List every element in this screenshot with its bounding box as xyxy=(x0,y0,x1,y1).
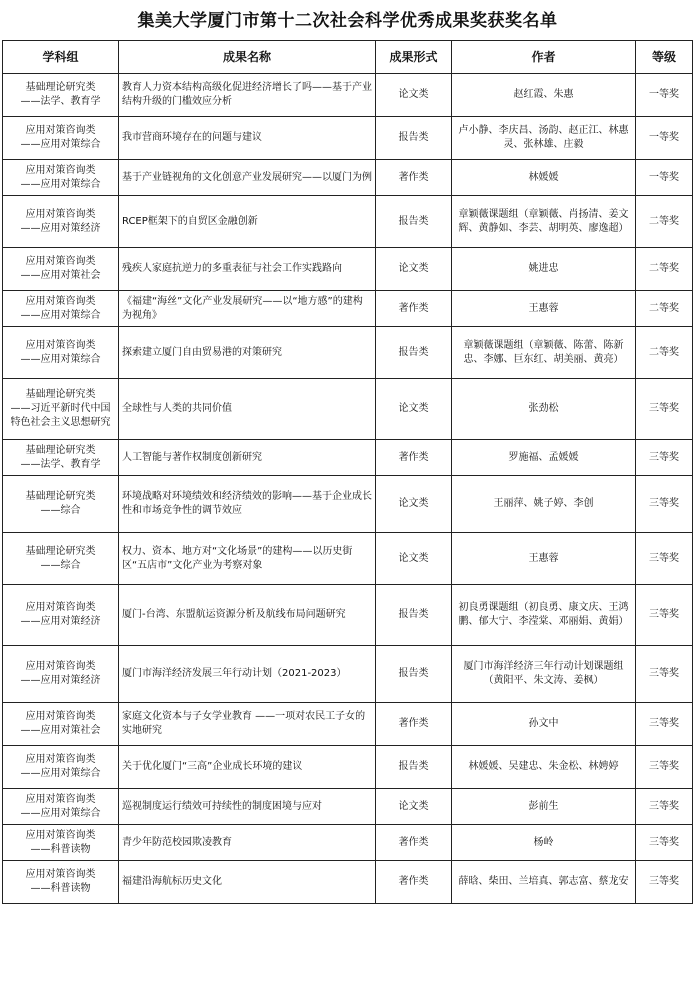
cell-form: 报告类 xyxy=(376,327,452,379)
header-grade: 等级 xyxy=(636,41,693,74)
category-group: 应用对策咨询类 xyxy=(25,793,96,805)
category-subgroup: ——应用对策综合 xyxy=(20,309,101,321)
cell-grade: 一等奖 xyxy=(636,74,693,117)
cell-work-title: 厦门-台湾、东盟航运资源分析及航线布局问题研究 xyxy=(119,585,376,646)
cell-category xyxy=(3,646,119,703)
cell-category xyxy=(3,825,119,861)
cell-author: 赵红霞、朱惠 xyxy=(452,74,636,117)
cell-work-title: 青少年防范校园欺凌教育 xyxy=(119,825,376,861)
cell-form: 著作类 xyxy=(376,825,452,861)
cell-author: 王惠蓉 xyxy=(452,291,636,327)
table-row xyxy=(3,291,693,327)
cell-category xyxy=(3,533,119,585)
cell-grade: 一等奖 xyxy=(636,117,693,160)
category-subgroup: ——应用对策综合 xyxy=(20,353,101,365)
cell-form: 论文类 xyxy=(376,379,452,440)
category-subgroup: ——习近平新时代中国特色社会主义思想研究 xyxy=(10,403,111,428)
cell-category xyxy=(3,585,119,646)
category-group: 应用对策咨询类 xyxy=(25,829,96,841)
table-row xyxy=(3,248,693,291)
cell-author: 初良勇课题组（初良勇、康文庆、王鸿鹏、郁大宁、李滢棠、邓丽娟、黄娟） xyxy=(452,585,636,646)
cell-grade: 二等奖 xyxy=(636,248,693,291)
cell-author: 林媛媛、吴建忠、朱金松、林娉婷 xyxy=(452,746,636,789)
category-subgroup: ——法学、教育学 xyxy=(20,458,101,470)
cell-author: 罗施福、孟媛媛 xyxy=(452,440,636,476)
cell-grade: 三等奖 xyxy=(636,789,693,825)
category-subgroup: ——应用对策综合 xyxy=(20,768,101,779)
cell-category xyxy=(3,248,119,291)
cell-work-title: 探索建立厦门自由贸易港的对策研究 xyxy=(119,327,376,379)
cell-category xyxy=(3,440,119,476)
category-group: 应用对策咨询类 xyxy=(25,339,96,351)
category-subgroup: ——科普读物 xyxy=(30,843,91,855)
cell-category xyxy=(3,291,119,327)
cell-form: 报告类 xyxy=(376,646,452,703)
cell-work-title: 厦门市海洋经济发展三年行动计划（2021-2023） xyxy=(119,646,376,703)
cell-category xyxy=(3,746,119,789)
cell-author: 杨岭 xyxy=(452,825,636,861)
category-subgroup: ——应用对策经济 xyxy=(20,616,101,627)
cell-author: 厦门市海洋经济三年行动计划课题组（黄阳平、朱文涛、姜枫） xyxy=(452,646,636,703)
cell-category xyxy=(3,160,119,196)
cell-form: 报告类 xyxy=(376,196,452,248)
cell-form: 论文类 xyxy=(376,533,452,585)
cell-form: 著作类 xyxy=(376,291,452,327)
cell-author: 林媛媛 xyxy=(452,160,636,196)
cell-category xyxy=(3,117,119,160)
table-header-row xyxy=(3,41,693,74)
table-row xyxy=(3,379,693,440)
category-group: 应用对策咨询类 xyxy=(25,661,96,672)
table-row xyxy=(3,825,693,861)
header-work-title: 成果名称 xyxy=(119,41,376,74)
category-group: 基础理论研究类 xyxy=(25,389,96,400)
cell-form: 著作类 xyxy=(376,861,452,904)
cell-grade: 三等奖 xyxy=(636,585,693,646)
table-row xyxy=(3,703,693,746)
cell-author: 张劲松 xyxy=(452,379,636,440)
cell-grade: 三等奖 xyxy=(636,533,693,585)
cell-form: 论文类 xyxy=(376,476,452,533)
cell-grade: 二等奖 xyxy=(636,327,693,379)
header-category: 学科组 xyxy=(3,41,119,74)
awards-table xyxy=(2,40,693,904)
cell-category xyxy=(3,196,119,248)
cell-author: 章颖薇课题组（章颖薇、陈蕾、陈新忠、李娜、巨东红、胡美丽、黄亮） xyxy=(452,327,636,379)
table-row xyxy=(3,117,693,160)
page-title: 集美大学厦门市第十二次社会科学优秀成果奖获奖名单 xyxy=(137,11,558,31)
category-subgroup: ——应用对策综合 xyxy=(20,178,101,190)
category-group: 应用对策咨询类 xyxy=(25,125,96,136)
table-row xyxy=(3,196,693,248)
cell-category xyxy=(3,703,119,746)
category-subgroup: ——法学、教育学 xyxy=(20,96,101,107)
category-subgroup: ——科普读物 xyxy=(30,883,91,894)
table-row xyxy=(3,789,693,825)
category-group: 应用对策咨询类 xyxy=(25,208,96,220)
table-row xyxy=(3,533,693,585)
cell-author: 孙文中 xyxy=(452,703,636,746)
cell-work-title: 教育人力资本结构高级化促进经济增长了吗——基于产业结构升级的门槛效应分析 xyxy=(119,74,376,117)
cell-work-title: 巡视制度运行绩效可持续性的制度困境与应对 xyxy=(119,789,376,825)
cell-work-title: RCEP框架下的自贸区金融创新 xyxy=(119,196,376,248)
cell-work-title: 全球性与人类的共同价值 xyxy=(119,379,376,440)
category-subgroup: ——应用对策社会 xyxy=(20,270,101,281)
cell-category xyxy=(3,476,119,533)
cell-author: 薛晗、柴田、兰培真、郭志富、蔡龙安 xyxy=(452,861,636,904)
cell-grade: 三等奖 xyxy=(636,646,693,703)
table-row xyxy=(3,585,693,646)
category-group: 基础理论研究类 xyxy=(25,444,96,456)
cell-grade: 三等奖 xyxy=(636,703,693,746)
category-group: 应用对策咨询类 xyxy=(25,256,96,267)
category-group: 基础理论研究类 xyxy=(25,491,96,502)
cell-author: 王惠蓉 xyxy=(452,533,636,585)
category-subgroup: ——应用对策经济 xyxy=(20,222,101,234)
cell-category xyxy=(3,327,119,379)
table-row xyxy=(3,746,693,789)
table-row xyxy=(3,861,693,904)
header-form: 成果形式 xyxy=(376,41,452,74)
category-group: 应用对策咨询类 xyxy=(25,295,96,307)
cell-work-title: 我市营商环境存在的问题与建议 xyxy=(119,117,376,160)
category-group: 应用对策咨询类 xyxy=(25,164,96,176)
category-subgroup: ——应用对策经济 xyxy=(20,675,101,686)
cell-author: 姚进忠 xyxy=(452,248,636,291)
cell-work-title: 关于优化厦门“三高”企业成长环境的建议 xyxy=(119,746,376,789)
category-group: 应用对策咨询类 xyxy=(25,869,96,880)
cell-form: 著作类 xyxy=(376,703,452,746)
cell-work-title: 环境战略对环境绩效和经济绩效的影响——基于企业成长性和市场竞争性的调节效应 xyxy=(119,476,376,533)
cell-grade: 一等奖 xyxy=(636,160,693,196)
cell-category xyxy=(3,861,119,904)
category-group: 应用对策咨询类 xyxy=(25,711,96,722)
category-group: 应用对策咨询类 xyxy=(25,754,96,765)
category-subgroup: ——应用对策综合 xyxy=(20,139,101,150)
cell-form: 报告类 xyxy=(376,117,452,160)
cell-form: 著作类 xyxy=(376,440,452,476)
cell-category xyxy=(3,789,119,825)
table-row xyxy=(3,160,693,196)
cell-form: 论文类 xyxy=(376,789,452,825)
cell-grade: 三等奖 xyxy=(636,861,693,904)
category-group: 基础理论研究类 xyxy=(25,545,96,557)
category-group: 应用对策咨询类 xyxy=(25,602,96,613)
cell-work-title: 基于产业链视角的文化创意产业发展研究——以厦门为例 xyxy=(119,160,376,196)
header-author: 作者 xyxy=(452,41,636,74)
cell-form: 著作类 xyxy=(376,160,452,196)
category-subgroup: ——应用对策综合 xyxy=(20,807,101,819)
cell-work-title: 人工智能与著作权制度创新研究 xyxy=(119,440,376,476)
table-row xyxy=(3,646,693,703)
cell-work-title: 家庭文化资本与子女学业教育 ——一项对农民工子女的实地研究 xyxy=(119,703,376,746)
cell-grade: 三等奖 xyxy=(636,746,693,789)
category-subgroup: ——综合 xyxy=(40,559,81,571)
category-subgroup: ——应用对策社会 xyxy=(20,725,101,736)
cell-grade: 三等奖 xyxy=(636,440,693,476)
table-row xyxy=(3,327,693,379)
cell-grade: 二等奖 xyxy=(636,291,693,327)
cell-category xyxy=(3,379,119,440)
cell-grade: 二等奖 xyxy=(636,196,693,248)
cell-work-title: 权力、资本、地方对“文化场景”的建构——以历史街区“五店市”文化产业为考察对象 xyxy=(119,533,376,585)
cell-work-title: 福建沿海航标历史文化 xyxy=(119,861,376,904)
cell-author: 章颖薇课题组（章颖薇、肖扬清、姜文辉、黄静如、李芸、胡明英、廖逸超） xyxy=(452,196,636,248)
cell-form: 报告类 xyxy=(376,746,452,789)
cell-author: 王丽萍、姚子婷、李创 xyxy=(452,476,636,533)
cell-work-title: 《福建“海丝”文化产业发展研究——以“地方感”的建构为视角》 xyxy=(119,291,376,327)
cell-grade: 三等奖 xyxy=(636,379,693,440)
table-row xyxy=(3,476,693,533)
cell-grade: 三等奖 xyxy=(636,825,693,861)
cell-author: 卢小静、李庆昌、汤韵、赵正江、林惠灵、张林雄、庄毅 xyxy=(452,117,636,160)
cell-grade: 三等奖 xyxy=(636,476,693,533)
cell-author: 彭前生 xyxy=(452,789,636,825)
category-subgroup: ——综合 xyxy=(40,505,81,516)
cell-category xyxy=(3,74,119,117)
cell-form: 论文类 xyxy=(376,74,452,117)
cell-form: 论文类 xyxy=(376,248,452,291)
table-row xyxy=(3,74,693,117)
cell-form: 报告类 xyxy=(376,585,452,646)
category-group: 基础理论研究类 xyxy=(25,82,96,93)
table-row xyxy=(3,440,693,476)
cell-work-title: 残疾人家庭抗逆力的多重表征与社会工作实践路向 xyxy=(119,248,376,291)
